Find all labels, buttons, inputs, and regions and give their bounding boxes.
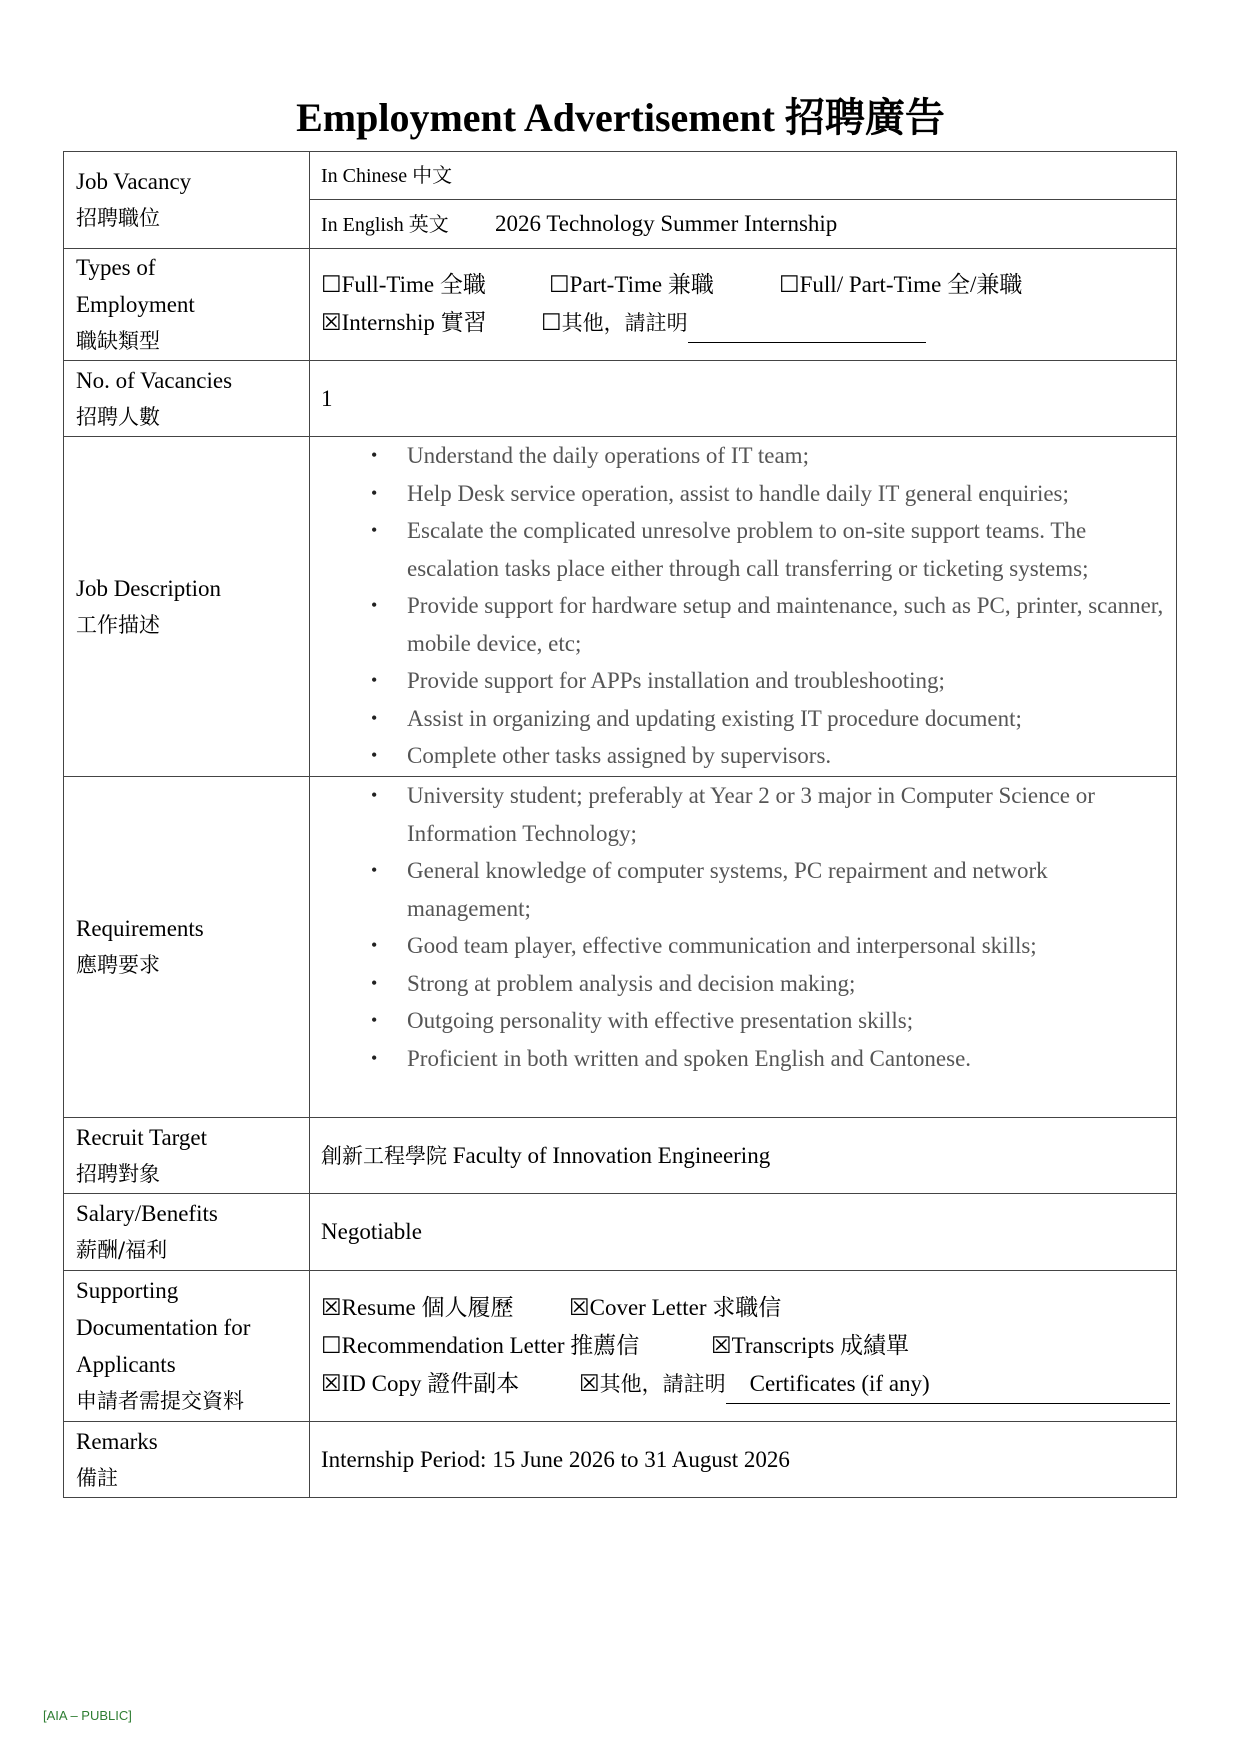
- option-label: Cover Letter 求職信: [589, 1294, 782, 1320]
- english-label: In English 英文: [321, 213, 449, 236]
- recruit-target-label: [64, 1118, 310, 1194]
- recruit-target-label-en: Recruit Target: [76, 1124, 208, 1150]
- other-docs-value[interactable]: Certificates (if any): [726, 1365, 1170, 1404]
- checkbox-checked-icon[interactable]: ☒: [579, 1370, 600, 1396]
- option-label: Part-Time 兼職: [569, 272, 714, 297]
- other-blank-line[interactable]: [688, 304, 926, 343]
- option-label: Full-Time 全職: [341, 272, 486, 297]
- list-item: • Good team player, effective communication and interpersonal skills;: [407, 927, 1176, 965]
- salary-label-zh: 薪酬/福利: [76, 1238, 168, 1262]
- checkbox-icon[interactable]: ☐: [541, 310, 562, 335]
- checkbox-icon[interactable]: ☐: [549, 272, 570, 297]
- checkbox-checked-icon[interactable]: ☒: [321, 1370, 342, 1396]
- list-item: • Escalate the complicated unresolve problem to on-site support teams. The escalation tasks place either through call transferring or ticketing systems;: [407, 512, 1176, 587]
- option-label: ID Copy 證件副本: [341, 1370, 520, 1396]
- option-other[interactable]: [541, 304, 926, 343]
- documents-label-en-2: Documentation for: [76, 1315, 251, 1340]
- vacancies-label-zh: 招聘人數: [76, 404, 160, 429]
- option-label: Resume 個人履歷: [341, 1294, 514, 1320]
- option-recommendation-letter[interactable]: [321, 1327, 711, 1365]
- checkbox-icon[interactable]: ☐: [321, 1332, 342, 1358]
- documents-label: [64, 1271, 310, 1422]
- option-label: Transcripts 成績單: [731, 1332, 910, 1358]
- job-description-label-zh: 工作描述: [76, 612, 160, 637]
- job-description-list: [321, 437, 1176, 775]
- advertisement-table: [63, 151, 1177, 1498]
- checkbox-checked-icon[interactable]: ☒: [711, 1332, 732, 1358]
- list-item: • Assist in organizing and updating existing IT procedure document;: [407, 700, 1176, 738]
- checkbox-icon[interactable]: ☐: [779, 272, 800, 297]
- requirements-label: [64, 777, 310, 1118]
- chinese-label: In Chinese 中文: [321, 165, 453, 187]
- recruit-target-zh: 創新工程學院: [321, 1143, 447, 1168]
- documents-label-en-1: Supporting: [76, 1278, 179, 1303]
- list-item: • University student; preferably at Year 2 or 3 major in Computer Science or Information Technology;: [407, 777, 1176, 852]
- job-vacancy-label: [64, 152, 310, 249]
- salary-label: [64, 1194, 310, 1271]
- job-vacancy-label-en: Job Vacancy: [76, 169, 192, 194]
- option-full-part-time[interactable]: [779, 266, 1022, 304]
- option-other-docs[interactable]: [579, 1365, 1170, 1404]
- list-item: • Proficient in both written and spoken English and Cantonese.: [407, 1040, 1176, 1078]
- classification-footer: [AIA – PUBLIC]: [43, 1708, 132, 1723]
- recruit-target-en: Faculty of Innovation Engineering: [452, 1142, 771, 1168]
- job-vacancy-label-zh: 招聘職位: [76, 206, 160, 230]
- remarks-label-zh: 備註: [76, 1465, 118, 1490]
- checkbox-checked-icon[interactable]: ☒: [569, 1294, 590, 1320]
- job-description-cell: [310, 437, 1177, 777]
- checkbox-icon[interactable]: ☐: [321, 272, 342, 297]
- option-internship[interactable]: [321, 304, 541, 342]
- list-item: • Outgoing personality with effective presentation skills;: [407, 1002, 1176, 1040]
- option-part-time[interactable]: [549, 266, 779, 304]
- option-resume[interactable]: [321, 1289, 569, 1327]
- option-cover-letter[interactable]: [569, 1289, 781, 1327]
- list-item: • General knowledge of computer systems, PC repairment and network management;: [407, 852, 1176, 927]
- option-label: 其他，請註明: [561, 311, 688, 335]
- employment-type-label-zh: 職缺類型: [76, 329, 160, 353]
- option-label: 其他，請註明: [599, 1371, 726, 1396]
- employment-type-options: [310, 249, 1177, 361]
- option-label: Recommendation Letter 推薦信: [341, 1332, 640, 1358]
- vacancies-value: 1: [310, 361, 1177, 437]
- list-item: • Provide support for hardware setup and maintenance, such as PC, printer, scanner, mobile device, etc;: [407, 587, 1176, 662]
- job-description-label: [64, 437, 310, 777]
- job-vacancy-english-cell: [310, 200, 1177, 249]
- option-transcripts[interactable]: [711, 1327, 909, 1365]
- recruit-target-value: [310, 1118, 1177, 1194]
- job-vacancy-chinese-cell: [310, 152, 1177, 200]
- list-item: • Strong at problem analysis and decision making;: [407, 965, 1176, 1003]
- employment-type-label-en-2: Employment: [76, 292, 195, 317]
- requirements-cell: [310, 777, 1177, 1118]
- page-title: Employment Advertisement 招聘廣告: [296, 95, 945, 140]
- checkbox-checked-icon[interactable]: ☒: [321, 1294, 342, 1320]
- option-label: Internship 實習: [341, 310, 487, 335]
- requirements-list: [321, 777, 1176, 1077]
- list-item: • Understand the daily operations of IT team;: [407, 437, 1176, 475]
- list-item: • Provide support for APPs installation and troubleshooting;: [407, 662, 1176, 700]
- requirements-label-zh: 應聘要求: [76, 953, 160, 977]
- checkbox-checked-icon[interactable]: ☒: [321, 310, 342, 335]
- requirements-label-en: Requirements: [76, 916, 204, 941]
- documents-options: [310, 1271, 1177, 1422]
- documents-label-en-3: Applicants: [76, 1352, 176, 1377]
- option-id-copy[interactable]: [321, 1365, 579, 1403]
- recruit-target-label-zh: 招聘對象: [76, 1161, 160, 1186]
- vacancies-label: [64, 361, 310, 437]
- option-label: Full/ Part-Time 全/兼職: [799, 272, 1023, 297]
- remarks-label-en: Remarks: [76, 1428, 158, 1454]
- remarks-value: Internship Period: 15 June 2026 to 31 August 2026: [310, 1422, 1177, 1498]
- list-item: • Complete other tasks assigned by supervisors.: [407, 737, 1176, 775]
- remarks-label: [64, 1422, 310, 1498]
- list-item: • Help Desk service operation, assist to handle daily IT general enquiries;: [407, 475, 1176, 513]
- documents-label-zh: 申請者需提交資料: [76, 1389, 244, 1413]
- english-value: 2026 Technology Summer Internship: [495, 210, 838, 236]
- salary-label-en: Salary/Benefits: [76, 1201, 218, 1226]
- job-description-label-en: Job Description: [76, 575, 222, 601]
- option-full-time[interactable]: [321, 266, 549, 304]
- salary-value: Negotiable: [310, 1194, 1177, 1271]
- vacancies-label-en: No. of Vacancies: [76, 367, 233, 393]
- employment-type-label-en-1: Types of: [76, 255, 156, 280]
- employment-type-label: [64, 249, 310, 361]
